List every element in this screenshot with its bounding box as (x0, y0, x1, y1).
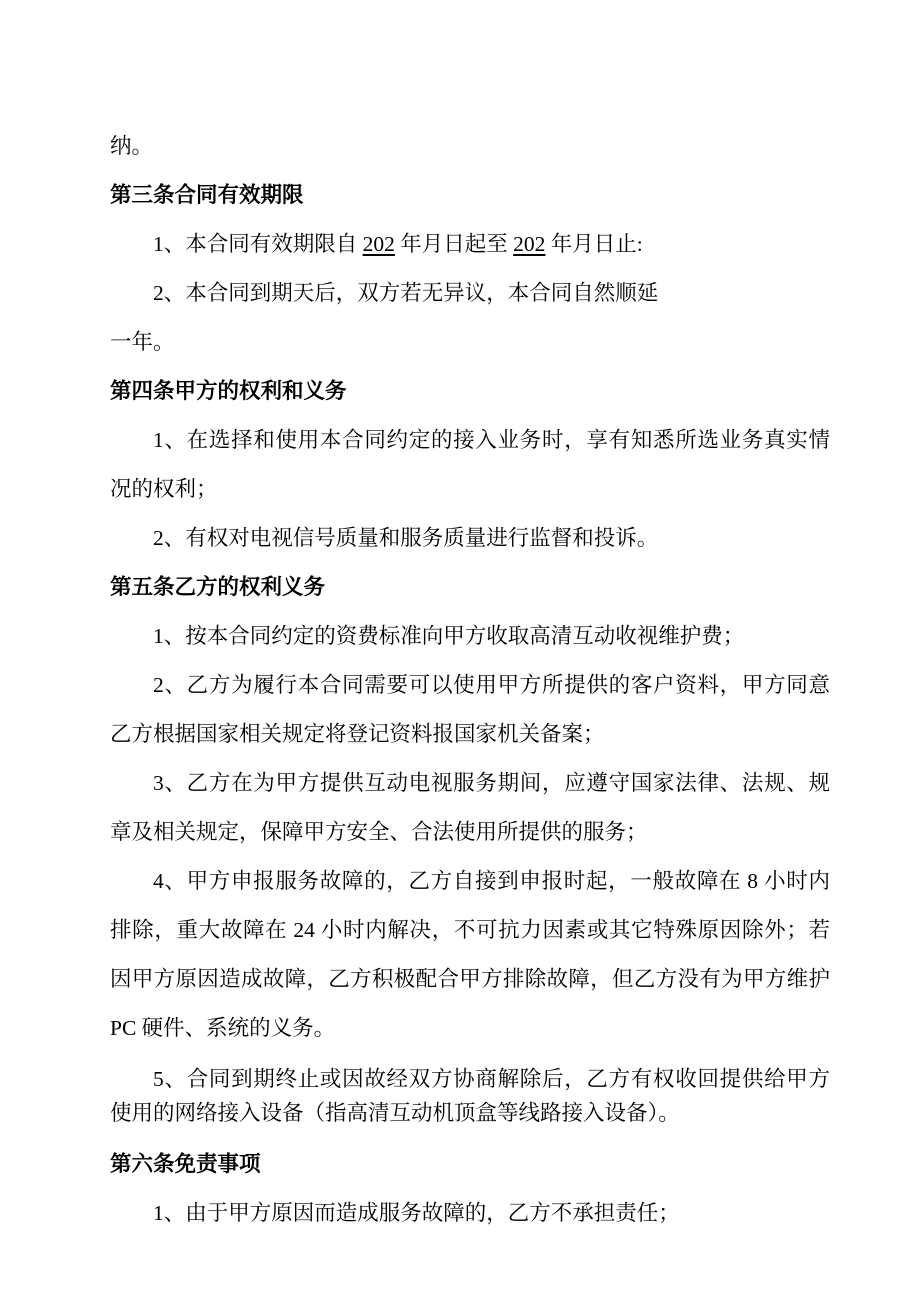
paragraph (110, 269, 830, 318)
text-run: 1、本合同有效期限自 (153, 232, 363, 257)
text-run: 2、本合同到期天后，双方若无异议，本合同自然顺延 (153, 281, 659, 306)
section-heading (110, 563, 830, 612)
text-run: 年月日止: (545, 232, 643, 257)
paragraph (110, 1063, 830, 1130)
paragraph (110, 612, 830, 661)
section-heading (110, 1140, 830, 1189)
text-run: 第四条甲方的权利和义务 (110, 379, 347, 404)
section-heading (110, 171, 830, 220)
paragraph (110, 122, 830, 171)
text-run: 年月日起至 (394, 232, 514, 257)
paragraph (110, 661, 830, 759)
text-run: 第三条合同有效期限 (110, 183, 304, 208)
text-run: 2、乙方为履行本合同需要可以使用甲方所提供的客户资料，甲方同意乙方根据国家相关规定将登记资料报国家机关备案； (110, 673, 830, 747)
paragraph (110, 416, 830, 514)
text-run: 一年。 (110, 330, 175, 355)
text-run: 2、有权对电视信号质量和服务质量进行监督和投诉。 (153, 526, 659, 551)
section-heading (110, 367, 830, 416)
text-run: 1、按本合同约定的资费标准向甲方收取高清互动收视维护费； (153, 624, 745, 649)
paragraph (110, 857, 830, 1053)
paragraph (110, 759, 830, 857)
text-run: 第五条乙方的权利义务 (110, 575, 326, 600)
text-run: 4、甲方申报服务故障的，乙方自接到申报时起，一般故障在 8 小时内排除，重大故障在 24 小时内解决，不可抗力因素或其它特殊原因除外；若因甲方原因造成故障，乙方积极配合甲方排除故障，但乙方没有为甲方维护 PC 硬件、系统的义务。 (110, 869, 830, 1041)
paragraph (110, 514, 830, 563)
text-run: 5、合同到期终止或因故经双方协商解除后，乙方有权收回提供给甲方使用的网络接入设备（指高清互动机顶盒等线路接入设备）。 (110, 1067, 830, 1125)
underlined-blank: 202 (513, 232, 546, 257)
text-run: 纳。 (110, 134, 154, 158)
text-run: 1、由于甲方原因而造成服务故障的，乙方不承担责任； (153, 1200, 680, 1225)
document-body (110, 122, 830, 1238)
paragraph (110, 318, 830, 367)
paragraph (110, 220, 830, 269)
paragraph (110, 1189, 830, 1238)
text-run: 3、乙方在为甲方提供互动电视服务期间，应遵守国家法律、法规、规章及相关规定，保障甲方安全、合法使用所提供的服务； (110, 771, 830, 845)
text-run: 1、在选择和使用本合同约定的接入业务时，享有知悉所选业务真实情况的权利； (110, 428, 830, 502)
underlined-blank: 202 (362, 232, 395, 257)
text-run: 第六条免责事项 (110, 1151, 261, 1176)
